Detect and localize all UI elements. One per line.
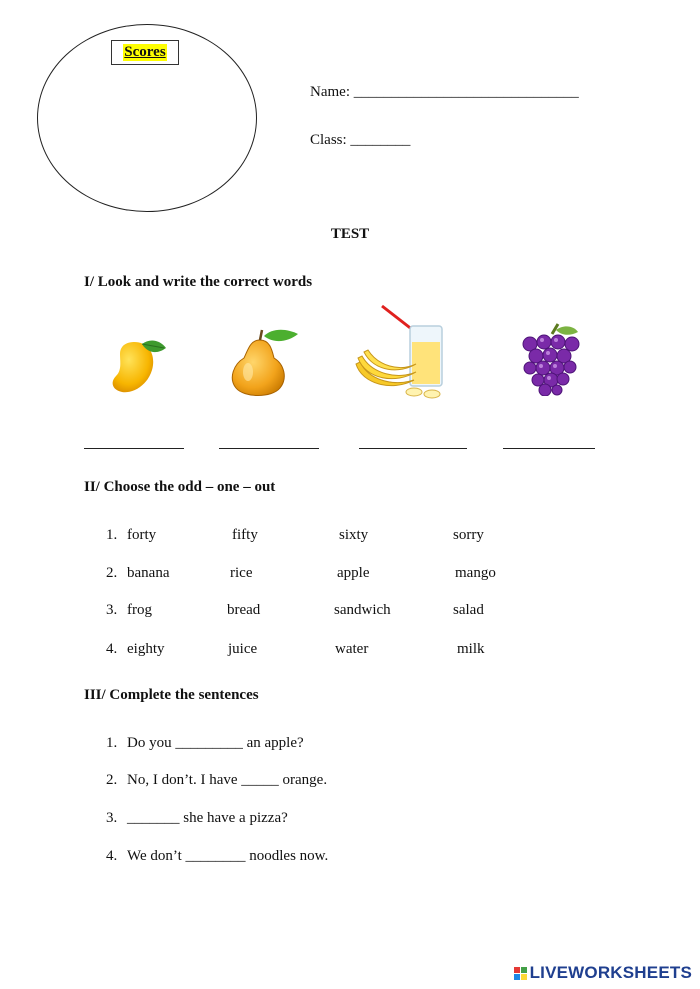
word-option[interactable]: rice bbox=[230, 565, 253, 581]
sentence-number: 3. bbox=[106, 810, 118, 826]
row-number: 1. bbox=[106, 527, 118, 543]
sentence-number: 2. bbox=[106, 772, 118, 788]
section-1-heading: I/ Look and write the correct words bbox=[84, 274, 313, 290]
scores-label: Scores bbox=[124, 44, 166, 60]
sentence-number: 1. bbox=[106, 735, 118, 751]
answer-blank-2[interactable] bbox=[219, 448, 319, 449]
word-option[interactable]: milk bbox=[457, 641, 485, 657]
sentence-text[interactable]: Do you _________ an apple? bbox=[127, 735, 304, 751]
answer-blank-1[interactable] bbox=[84, 448, 184, 449]
word-option[interactable]: sandwich bbox=[334, 602, 391, 618]
word-option[interactable]: water bbox=[335, 641, 369, 657]
row-number: 4. bbox=[106, 641, 118, 657]
logo-text: LIVEWORKSHEETS bbox=[529, 963, 692, 982]
sentence-4 bbox=[106, 848, 328, 865]
word-option[interactable]: salad bbox=[453, 602, 484, 618]
sentence-text[interactable]: _______ she have a pizza? bbox=[127, 810, 288, 826]
row-number: 2. bbox=[106, 565, 118, 581]
mango-image bbox=[104, 334, 170, 398]
sentence-number: 4. bbox=[106, 848, 118, 864]
word-option[interactable]: sorry bbox=[453, 527, 484, 543]
word-option[interactable]: apple bbox=[337, 565, 370, 581]
section-3-heading: III/ Complete the sentences bbox=[84, 687, 259, 703]
row-number: 3. bbox=[106, 602, 118, 618]
scores-box bbox=[111, 40, 179, 65]
word-option[interactable]: bread bbox=[227, 602, 261, 618]
banana-and-juice-image bbox=[352, 302, 456, 402]
liveworksheets-logo bbox=[514, 963, 692, 983]
word-option[interactable]: eighty bbox=[127, 641, 165, 657]
word-option[interactable]: fifty bbox=[232, 527, 258, 543]
grapes-image bbox=[518, 322, 584, 396]
word-option[interactable]: mango bbox=[455, 565, 496, 581]
class-field[interactable]: Class: ________ bbox=[310, 132, 411, 148]
sentence-text[interactable]: We don’t ________ noodles now. bbox=[127, 848, 329, 864]
section-2-heading: II/ Choose the odd – one – out bbox=[84, 479, 276, 495]
pear-image bbox=[222, 326, 302, 400]
answer-blank-3[interactable] bbox=[359, 448, 467, 449]
sentence-2 bbox=[106, 772, 327, 789]
page-title: TEST bbox=[330, 226, 370, 242]
logo-icon bbox=[514, 967, 527, 980]
word-option[interactable]: forty bbox=[127, 527, 157, 543]
word-option[interactable]: juice bbox=[228, 641, 258, 657]
sentence-1 bbox=[106, 735, 304, 752]
name-field[interactable]: Name: ______________________________ bbox=[310, 84, 579, 100]
word-option[interactable]: frog bbox=[127, 602, 152, 618]
word-option[interactable]: banana bbox=[127, 565, 170, 581]
word-option[interactable]: sixty bbox=[339, 527, 369, 543]
sentence-3 bbox=[106, 810, 288, 827]
sentence-text[interactable]: No, I don’t. I have _____ orange. bbox=[127, 772, 328, 788]
answer-blank-4[interactable] bbox=[503, 448, 595, 449]
